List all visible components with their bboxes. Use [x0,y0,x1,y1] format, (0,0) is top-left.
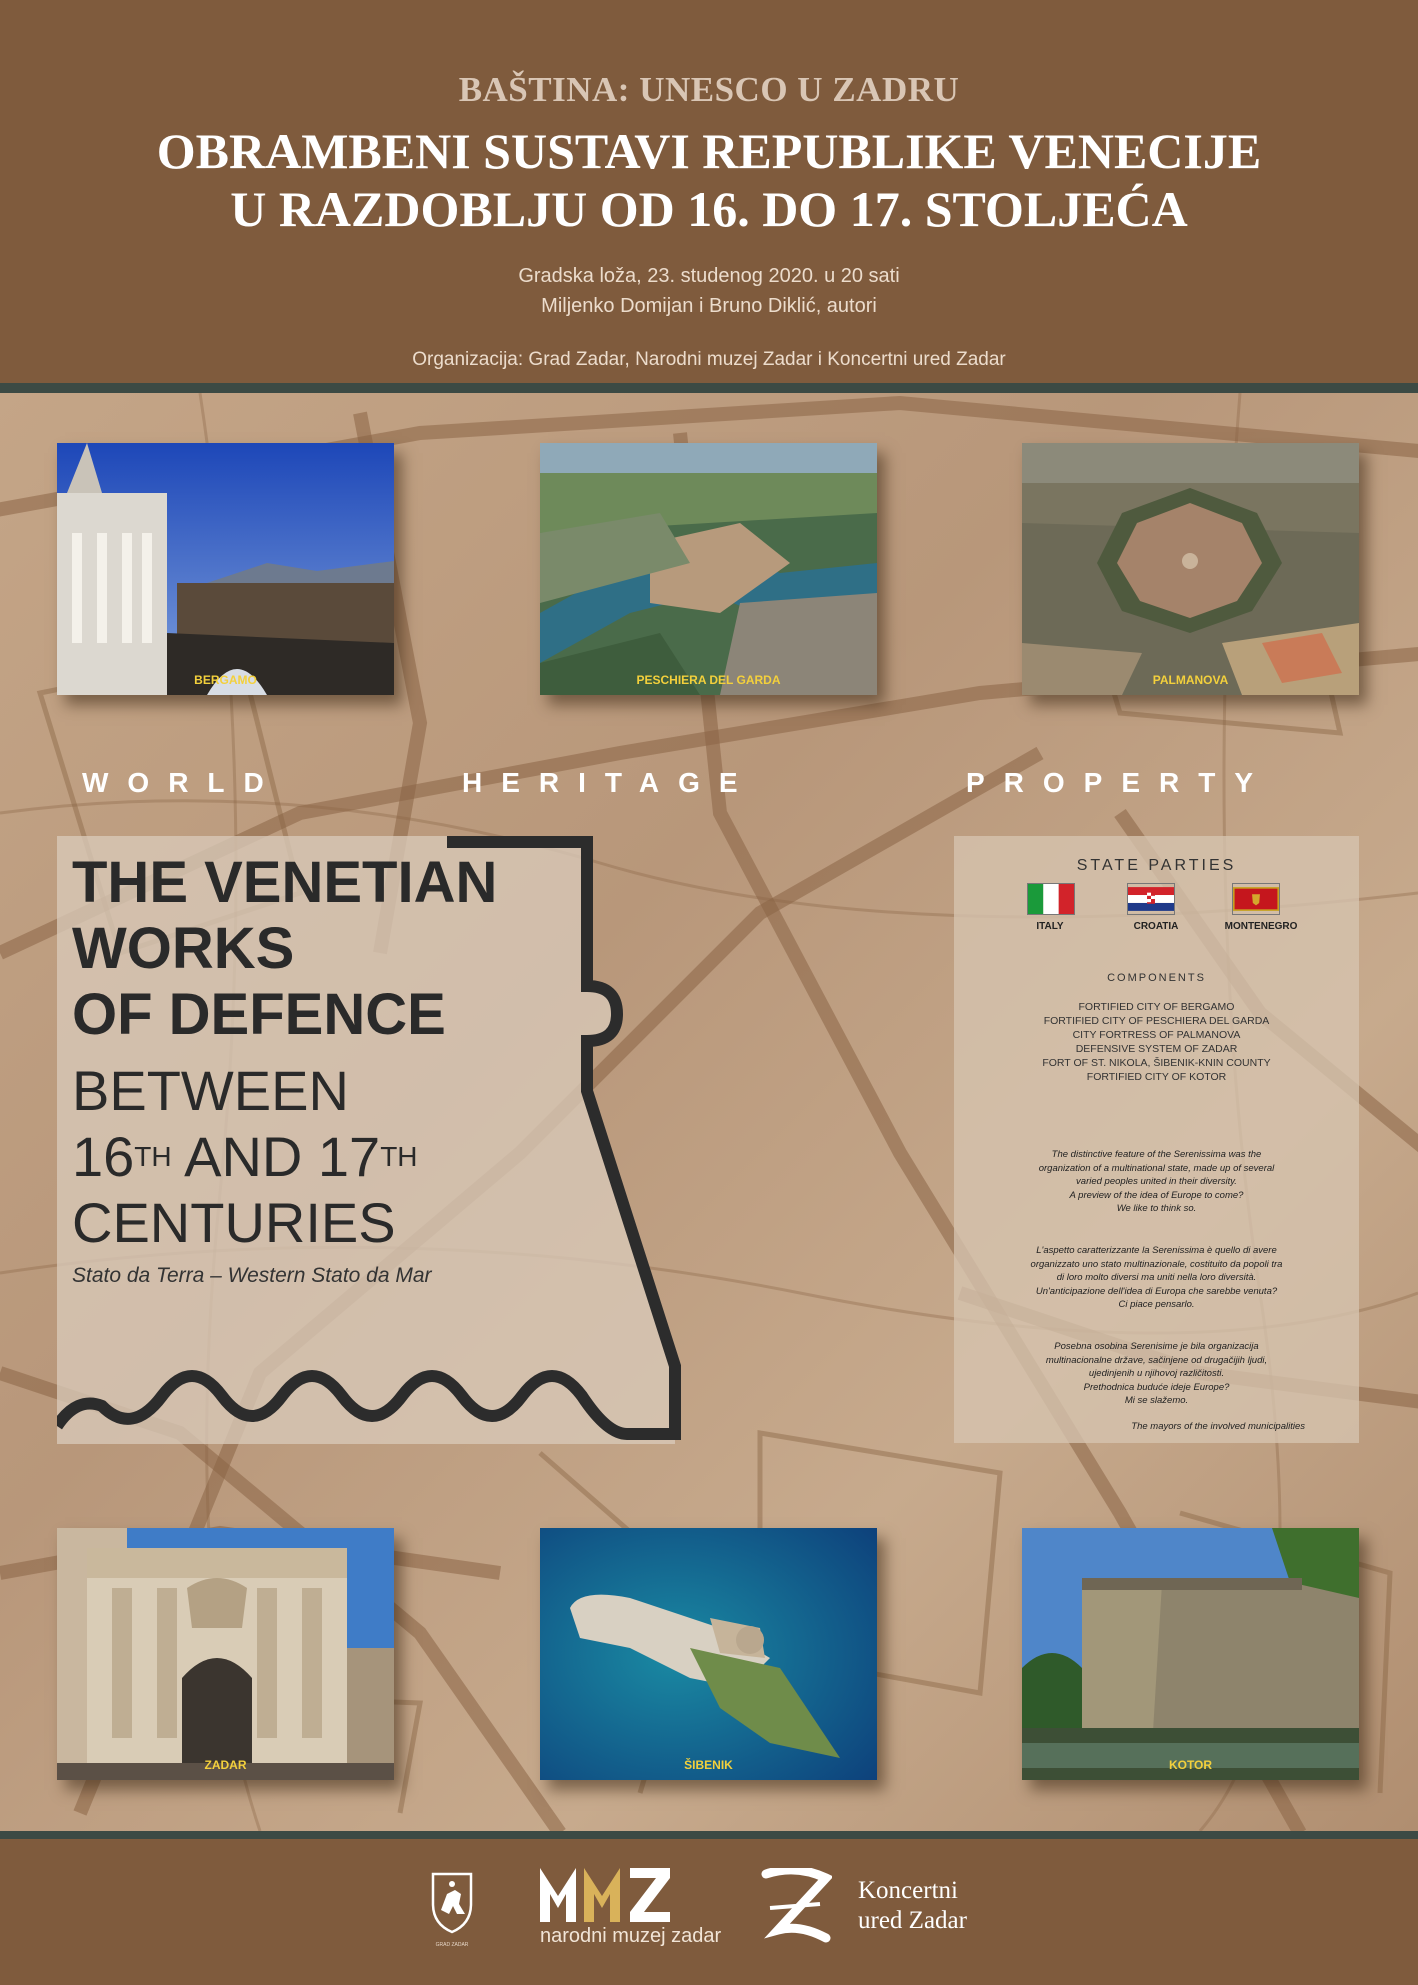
components-title: COMPONENTS [1107,972,1206,984]
peschiera-image [540,443,877,695]
para-hr-line: Prethodnica buduće ideje Europe? [1083,1381,1230,1393]
koncertni-ured-label [858,1876,967,1936]
photo-kotor [1022,1528,1359,1780]
sibenik-image [540,1528,877,1780]
photo-label-peschiera: PESCHIERA DEL GARDA [636,673,781,687]
separator-bottom [0,1831,1418,1839]
italy-flag-icon [1027,883,1075,915]
grad-zadar-crest-icon [427,1870,477,1936]
bergamo-image [57,443,394,695]
para-hr-line: Mi se slažemo. [1124,1395,1189,1406]
kotor-image [1022,1528,1359,1780]
grad-zadar-label: GRAD ZADAR [435,1942,469,1948]
header [0,0,1418,383]
narodni-muzej-zadar-label: narodni muzej zadar [540,1925,722,1947]
header-title-line1: OBRAMBENI SUSTAVI REPUBLIKE VENECIJE [156,123,1262,179]
para-it-line: Ci piace pensarlo. [1118,1299,1195,1310]
property-label: PROPERTY [966,767,1273,798]
and-17: AND 17 [171,1125,381,1188]
para-it-line: di loro molto diversi ma uniti nella loro diversità. [1056,1272,1257,1283]
header-title-line2: U RAZDOBLJU OD 16. DO 17. STOLJEĆA [230,181,1188,237]
montenegro-flag-icon [1232,883,1280,915]
country-montenegro: MONTENEGRO [1224,921,1298,932]
para-en-line: The distinctive feature of the Serenissima was the [1051,1149,1262,1160]
mayors-signature: The mayors of the involved municipalities [1131,1421,1305,1432]
photo-palmanova [1022,443,1359,695]
narodni-muzej-zadar-logo-icon [540,1868,710,1922]
authors: Miljenko Domijan i Bruno Diklić, autori [541,295,877,317]
photo-zadar [57,1528,394,1780]
component-sibenik: FORT OF ST. NIKOLA, ŠIBENIK-KNIN COUNTY [1042,1057,1271,1069]
para-it-line: organizzato uno stato multinazionale, costituito da popoli tra [1030,1258,1283,1270]
header-title [0,122,1418,238]
photo-bergamo [57,443,394,695]
title-subtitle: Stato da Terra – Western Stato da Mar [72,1264,432,1287]
paragraph-italian [990,1244,1323,1312]
zadar-image [57,1528,394,1780]
superscript-th-1: TH [134,1141,172,1172]
title-line-4: BETWEEN [72,1059,349,1122]
country-croatia: CROATIA [1133,921,1179,932]
koncertni-line1: Koncertni [858,1877,958,1904]
paragraph-croatian [990,1340,1323,1408]
para-hr-line: multinacionalne države, sačinjene od drugačijih ljudi, [1045,1354,1268,1366]
country-italy: ITALY [1036,921,1064,932]
para-it-line: Un'anticipazione dell'idea di Europa che sarebbe venuta? [1035,1285,1278,1297]
separator-top [0,383,1418,393]
photo-label-palmanova: PALMANOVA [1152,673,1229,687]
photo-label-bergamo: BERGAMO [194,673,257,687]
para-hr-line: Posebna osobina Serenisime je bila organizacija [1054,1341,1259,1352]
title-line-2: WORKS [72,916,295,981]
photo-sibenik [540,1528,877,1780]
component-kotor: FORTIFIED CITY OF KOTOR [1086,1071,1227,1083]
para-it-line: L'aspetto caratterizzante la Serenissima è quello di avere [1036,1245,1277,1256]
photo-peschiera [540,443,877,695]
photo-label-sibenik: ŠIBENIK [684,1758,733,1772]
title-line-3: OF DEFENCE [72,982,446,1047]
koncertni-ured-logo-icon [760,1868,832,1944]
superscript-th-2: TH [380,1141,418,1172]
component-bergamo: FORTIFIED CITY OF BERGAMO [1078,1001,1235,1013]
state-parties-title: STATE PARTIES [1076,857,1237,874]
para-hr-line: ujedinjenih u njihovoj različitosti. [1088,1368,1225,1379]
component-palmanova: CITY FORTRESS OF PALMANOVA [1072,1029,1241,1041]
photo-label-zadar: ZADAR [204,1758,247,1772]
croatia-flag-icon [1127,883,1175,915]
component-peschiera: FORTIFIED CITY OF PESCHIERA DEL GARDA [1043,1015,1270,1027]
century-16: 16 [72,1125,135,1188]
palmanova-image [1022,443,1359,695]
header-subtitle: BAŠTINA: UNESCO U ZADRU [458,70,960,109]
organization: Organizacija: Grad Zadar, Narodni muzej Zadar i Koncertni ured Zadar [412,349,1006,370]
heritage-label: HERITAGE [462,767,757,798]
title-line-6: CENTURIES [72,1191,396,1254]
venue-date: Gradska loža, 23. studenog 2020. u 20 sati [518,265,900,287]
title-line-1: THE VENETIAN [72,850,498,915]
world-label: WORLD [82,767,283,798]
paragraph-english [990,1148,1323,1216]
component-zadar: DEFENSIVE SYSTEM OF ZADAR [1075,1043,1238,1055]
para-en-line: organization of a multinational state, made up of several [1038,1162,1275,1174]
photo-label-kotor: KOTOR [1168,1758,1213,1772]
title-line-5 [72,1124,418,1190]
para-en-line: A preview of the idea of Europe to come? [1069,1189,1244,1201]
para-en-line: We like to think so. [1116,1203,1197,1214]
koncertni-line2: ured Zadar [858,1907,967,1934]
para-en-line: varied peoples united in their diversity. [1076,1176,1237,1187]
